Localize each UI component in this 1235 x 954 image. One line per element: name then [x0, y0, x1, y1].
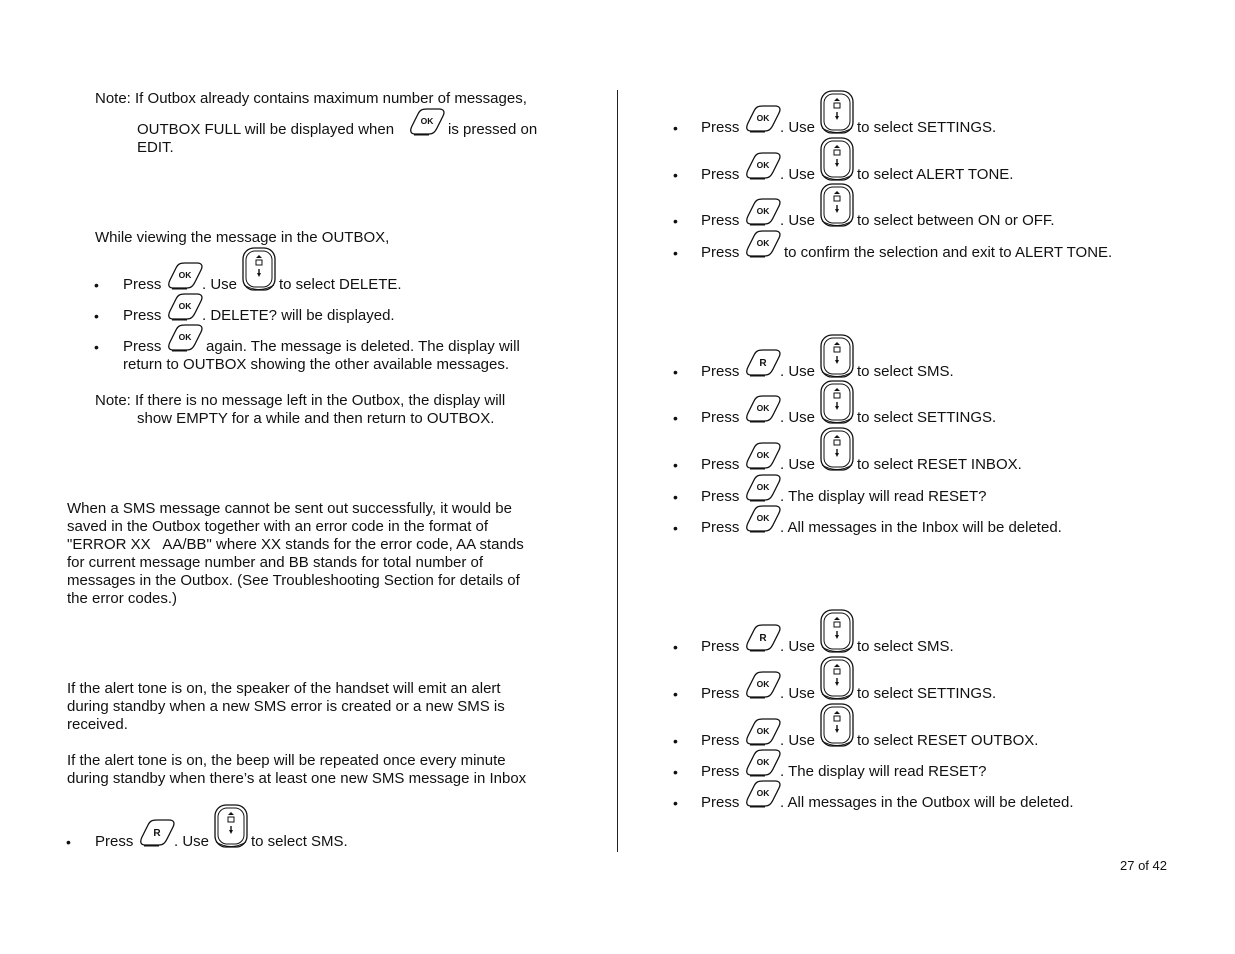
step-use: . Use — [202, 276, 238, 293]
ok-key-icon — [745, 474, 781, 502]
ok-key-icon — [409, 108, 445, 136]
error-paragraph-line: When a SMS message cannot be sent out successfully, it would be — [67, 500, 512, 517]
page-number: 27 of 42 — [1120, 858, 1167, 873]
note-empty-line2: show EMPTY for a while and then return to OUTBOX. — [137, 410, 495, 427]
step-press: Press — [123, 276, 162, 293]
r-key-icon — [745, 349, 781, 377]
step-use: . Use — [174, 833, 210, 850]
step-action: to select RESET OUTBOX. — [857, 732, 1039, 749]
step-press: Press — [95, 833, 134, 850]
bullet: • — [94, 339, 99, 355]
step-press: Press — [123, 307, 162, 324]
bullet: • — [673, 795, 678, 811]
bullet: • — [66, 834, 71, 850]
step-press: Press — [701, 519, 740, 536]
step-press: Press — [701, 119, 740, 136]
step-press: Press — [701, 212, 740, 229]
error-paragraph-line: saved in the Outbox together with an error code in the format of — [67, 518, 489, 535]
bullet: • — [673, 520, 678, 536]
step-action: to select between ON or OFF. — [857, 212, 1055, 229]
step-press: Press — [701, 638, 740, 655]
navigation-key-icon — [819, 703, 855, 749]
step-action: . DELETE? will be displayed. — [202, 307, 395, 324]
step-press: Press — [701, 363, 740, 380]
step-action: to select SETTINGS. — [857, 119, 997, 136]
ok-key-icon — [745, 718, 781, 746]
error-paragraph-line: the error codes.) — [67, 590, 178, 607]
navigation-key-icon — [819, 380, 855, 426]
ok-key-icon — [745, 505, 781, 533]
ok-key-icon — [167, 324, 203, 352]
step-press: Press — [701, 732, 740, 749]
bullet: • — [673, 489, 678, 505]
note-empty-line1: Note: If there is no message left in the Outbox, the display will — [95, 392, 506, 409]
alert-paragraph-line: during standby when there’s at least one new SMS message in Inbox — [67, 770, 527, 787]
step-use: . Use — [780, 409, 816, 426]
ok-key-icon — [745, 395, 781, 423]
bullet: • — [673, 733, 678, 749]
step-use: . Use — [780, 685, 816, 702]
step-use: . Use — [780, 119, 816, 136]
step-action: to select ALERT TONE. — [857, 166, 1014, 183]
step-action: to select SETTINGS. — [857, 409, 997, 426]
ok-key-icon — [745, 749, 781, 777]
ok-key-icon — [745, 780, 781, 808]
step-action: . The display will read RESET? — [780, 488, 987, 505]
navigation-key-icon — [241, 247, 277, 293]
alert-paragraph-line: during standby when a new SMS error is created or a new SMS is — [67, 698, 505, 715]
alert-paragraph-line: If the alert tone is on, the speaker of the handset will emit an alert — [67, 680, 501, 697]
alert-paragraph-line: If the alert tone is on, the beep will be repeated once every minute — [67, 752, 506, 769]
note-outbox-full-line3: EDIT. — [137, 139, 174, 156]
bullet: • — [94, 308, 99, 324]
delete-intro: While viewing the message in the OUTBOX, — [95, 229, 390, 246]
alert-paragraph-line: received. — [67, 716, 128, 733]
step-press: Press — [701, 763, 740, 780]
step-action: . The display will read RESET? — [780, 763, 987, 780]
step-press: Press — [701, 244, 740, 261]
step-action-line2: return to OUTBOX showing the other available messages. — [123, 356, 510, 373]
error-paragraph-line: "ERROR XX AA/BB" where XX stands for the error code, AA stands — [67, 536, 524, 553]
step-use: . Use — [780, 732, 816, 749]
step-press: Press — [701, 166, 740, 183]
navigation-key-icon — [213, 804, 249, 850]
bullet: • — [673, 120, 678, 136]
navigation-key-icon — [819, 90, 855, 136]
step-action: . All messages in the Inbox will be deleted. — [780, 519, 1062, 536]
navigation-key-icon — [819, 427, 855, 473]
note-outbox-full-line2b: is pressed on — [448, 121, 538, 138]
column-divider — [617, 90, 618, 852]
ok-key-icon — [167, 293, 203, 321]
step-press: Press — [701, 409, 740, 426]
bullet: • — [673, 639, 678, 655]
step-use: . Use — [780, 456, 816, 473]
bullet: • — [673, 213, 678, 229]
bullet: • — [673, 457, 678, 473]
navigation-key-icon — [819, 137, 855, 183]
navigation-key-icon — [819, 656, 855, 702]
bullet: • — [673, 245, 678, 261]
step-action: to confirm the selection and exit to ALERT TONE. — [784, 244, 1113, 261]
step-action: to select SMS. — [857, 363, 954, 380]
step-press: Press — [701, 456, 740, 473]
step-action: to select DELETE. — [279, 276, 402, 293]
error-paragraph-line: for current message number and BB stands for total number of — [67, 554, 484, 571]
bullet: • — [673, 764, 678, 780]
step-press: Press — [701, 794, 740, 811]
step-action: to select RESET INBOX. — [857, 456, 1022, 473]
r-key-icon — [745, 624, 781, 652]
bullet: • — [673, 686, 678, 702]
error-paragraph-line: messages in the Outbox. (See Troubleshooting Section for details of — [67, 572, 520, 589]
step-action: to select SMS. — [857, 638, 954, 655]
bullet: • — [673, 410, 678, 426]
r-key-icon — [139, 819, 175, 847]
navigation-key-icon — [819, 334, 855, 380]
step-press: Press — [123, 338, 162, 355]
step-action: . All messages in the Outbox will be deleted. — [780, 794, 1074, 811]
step-action: to select SETTINGS. — [857, 685, 997, 702]
ok-key-icon — [745, 442, 781, 470]
ok-key-icon — [745, 105, 781, 133]
note-outbox-full-line2a: OUTBOX FULL will be displayed when — [137, 121, 395, 138]
step-action: to select SMS. — [251, 833, 348, 850]
ok-key-icon — [745, 230, 781, 258]
navigation-key-icon — [819, 609, 855, 655]
ok-key-icon — [745, 671, 781, 699]
step-use: . Use — [780, 166, 816, 183]
bullet: • — [94, 277, 99, 293]
note-outbox-full-line1: Note: If Outbox already contains maximum number of messages, — [95, 90, 527, 107]
step-press: Press — [701, 488, 740, 505]
step-use: . Use — [780, 363, 816, 380]
ok-key-icon — [167, 262, 203, 290]
step-press: Press — [701, 685, 740, 702]
ok-key-icon — [745, 198, 781, 226]
navigation-key-icon — [819, 183, 855, 229]
step-use: . Use — [780, 212, 816, 229]
step-use: . Use — [780, 638, 816, 655]
ok-key-icon — [745, 152, 781, 180]
step-action: again. The message is deleted. The display will — [206, 338, 520, 355]
bullet: • — [673, 167, 678, 183]
bullet: • — [673, 364, 678, 380]
